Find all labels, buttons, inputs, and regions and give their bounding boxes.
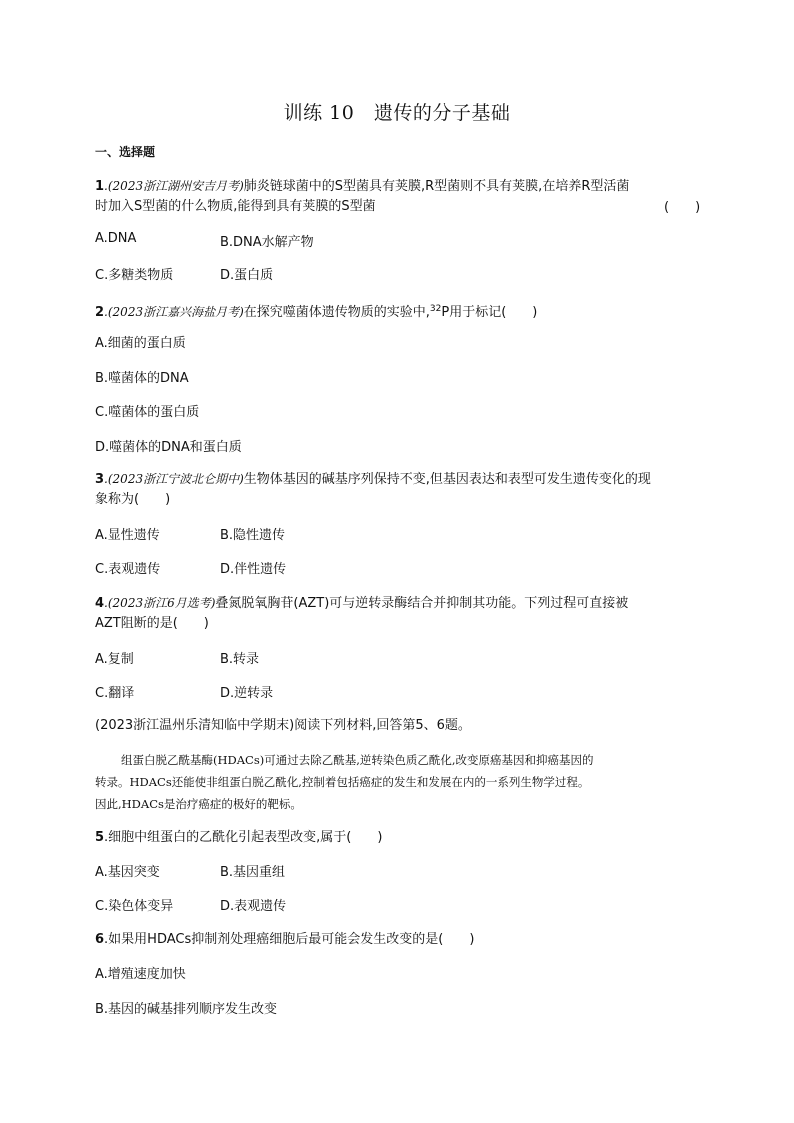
section-heading: 一、选择题 (95, 145, 156, 159)
question-3-text: 生物体基因的碱基序列保持不变,但基因表达和表型可发生遗传变化的现 (243, 472, 651, 487)
question-3-number: 3 (95, 472, 105, 487)
page-title: 训练 10 遗传的分子基础 (283, 102, 511, 124)
material-line-1: 组蛋白脱乙酰基酶(HDACs)可通过去除乙酰基,逆转染色质乙酰化,改变原癌基因和抑癌基因的 (121, 753, 594, 767)
question-5-option-a: A.基因突变 (95, 865, 160, 880)
question-5-option-c: C.染色体变异 (95, 899, 174, 914)
question-1-text: 肺炎链球菌中的S型菌具有荚膜,R型菌则不具有荚膜,在培养R型活菌 (243, 179, 630, 194)
question-4-line-1 (95, 592, 628, 615)
question-4-option-c: C.翻译 (95, 686, 135, 701)
question-3-source: .(2023浙江宁波北仑期中) (104, 472, 244, 486)
question-5-number: 5 (95, 830, 105, 845)
question-1-line-2: 时加入S型菌的什么物质,能得到具有荚膜的S型菌 (95, 199, 376, 214)
question-1-source: .(2023浙江湖州安吉月考) (104, 179, 244, 193)
question-2-source: .(2023浙江嘉兴海盐月考) (104, 305, 244, 319)
question-2-option-c: C.噬菌体的蛋白质 (95, 405, 200, 420)
question-6-number: 6 (95, 932, 105, 947)
material-line-2: 转录。HDACs还能使非组蛋白脱乙酰化,控制着包括癌症的发生和发展在内的一系列生物学过程。 (95, 775, 590, 789)
question-3-line-2: 象称为( ) (95, 492, 171, 507)
question-3-option-a: A.显性遗传 (95, 528, 160, 543)
question-4-option-d: D.逆转录 (220, 686, 274, 701)
question-5-option-d: D.表观遗传 (220, 899, 287, 914)
question-4-number: 4 (95, 596, 105, 611)
question-2-line (95, 298, 537, 324)
question-1-option-d: D.蛋白质 (220, 268, 274, 283)
question-1-answer-blank: ( ) (664, 200, 701, 215)
question-5-line (95, 827, 382, 849)
question-4-source: .(2023浙江6月选考) (104, 596, 216, 610)
question-4-option-a: A.复制 (95, 652, 134, 667)
material-intro (95, 715, 471, 737)
question-2-option-b: B.噬菌体的DNA (95, 371, 189, 386)
question-5-text: .细胞中组蛋白的乙酰化引起表型改变,属于( ) (104, 830, 383, 845)
question-3-option-d: D.伴性遗传 (220, 562, 287, 577)
question-1-number: 1 (95, 179, 105, 194)
question-6-line (95, 929, 474, 951)
question-4-text: 叠氮脱氧胸苷(AZT)可与逆转录酶结合并抑制其功能。下列过程可直接被 (215, 596, 629, 611)
question-6-option-a: A.增殖速度加快 (95, 967, 186, 982)
material-line-3: 因此,HDACs是治疗癌症的极好的靶标。 (95, 797, 302, 811)
question-1-line-1 (95, 175, 629, 198)
question-5-option-b: B.基因重组 (220, 865, 286, 880)
question-6-option-b: B.基因的碱基排列顺序发生改变 (95, 1002, 278, 1017)
question-6-text: .如果用HDACs抑制剂处理癌细胞后最可能会发生改变的是( ) (104, 932, 475, 947)
material-intro-source: (2023浙江温州乐清知临中学期末) (95, 718, 295, 733)
reading-material (95, 749, 705, 815)
question-2-text: 在探究噬菌体遗传物质的实验中, (243, 305, 430, 320)
question-2-text-end: P用于标记( ) (441, 305, 538, 320)
question-4-line-2: AZT阻断的是( ) (95, 616, 209, 631)
isotope-superscript: 32 (429, 304, 442, 314)
question-2-option-d: D.噬菌体的DNA和蛋白质 (95, 440, 242, 455)
question-2-number: 2 (95, 305, 105, 320)
question-4-option-b: B.转录 (220, 652, 260, 667)
question-2-option-a: A.细菌的蛋白质 (95, 336, 186, 351)
material-intro-text: 阅读下列材料,回答第5、6题。 (294, 718, 471, 733)
question-3-option-b: B.隐性遗传 (220, 528, 286, 543)
question-1-option-b: B.DNA水解产物 (220, 235, 314, 250)
question-3-line-1 (95, 468, 651, 491)
question-1-option-c: C.多糖类物质 (95, 268, 174, 283)
question-1-option-a: A.DNA (95, 231, 137, 246)
question-3-option-c: C.表观遗传 (95, 562, 161, 577)
